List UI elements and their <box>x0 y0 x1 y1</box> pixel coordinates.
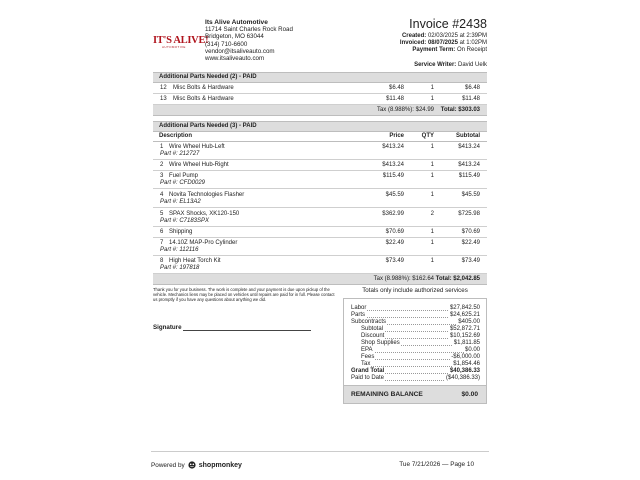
column-headers <box>153 132 487 142</box>
remaining-balance-label: REMAINING BALANCE <box>351 391 423 398</box>
part-number: Part #: EL13A2 <box>160 199 201 205</box>
line-price: $70.69 <box>385 229 404 235</box>
totals-value: ($40,386.33) <box>445 375 480 381</box>
service-writer <box>414 62 487 68</box>
line-subtotal: $11.48 <box>462 96 480 102</box>
line-subtotal: $45.59 <box>461 192 480 198</box>
line-qty: 1 <box>430 173 434 179</box>
line-description: Fuel Pump <box>169 173 199 179</box>
line-price: $22.49 <box>385 240 404 246</box>
shop-email: vendor@itsaliveauto.com <box>205 47 275 55</box>
line-number: 2 <box>160 162 164 168</box>
line-price: $6.48 <box>388 85 404 91</box>
part-number: Part #: 112116 <box>160 247 199 253</box>
line-description: Novita Technologies Flasher <box>169 192 245 198</box>
table-row <box>153 171 487 189</box>
footer-divider <box>151 451 489 452</box>
line-description: Shipping <box>169 229 193 235</box>
totals-row-subcontracts <box>344 319 488 326</box>
line-price: $45.59 <box>385 192 404 198</box>
line-number: 8 <box>160 258 164 264</box>
line-subtotal: $73.49 <box>461 258 480 264</box>
created-label: Created: <box>401 33 427 39</box>
col-price: Price <box>389 133 404 139</box>
service-writer-value: David Uelk <box>457 62 487 68</box>
totals-label: Parts <box>351 312 366 318</box>
line-subtotal: $70.69 <box>461 229 480 235</box>
shopmonkey-logo-icon <box>188 461 196 469</box>
totals-label: Discount <box>361 333 385 339</box>
line-qty: 2 <box>430 211 434 217</box>
parts-section-2 <box>153 121 487 285</box>
totals-label: Labor <box>351 305 367 311</box>
part-number: Part #: 197818 <box>160 265 200 271</box>
section-total: Total: $303.03 <box>440 107 480 113</box>
totals-label: Subcontracts <box>351 319 387 325</box>
remaining-balance-value: $0.00 <box>461 391 478 398</box>
line-description: Wire Wheel Hub-Left <box>169 144 225 150</box>
line-qty: 1 <box>430 240 434 246</box>
col-subtotal: Subtotal <box>456 133 480 139</box>
table-row <box>153 94 487 105</box>
line-number: 5 <box>160 211 164 217</box>
line-qty: 1 <box>430 192 434 198</box>
totals-label: Fees <box>361 354 375 360</box>
invoice-meta <box>400 33 487 55</box>
totals-row-grand-total <box>344 368 488 375</box>
remaining-balance <box>344 385 486 403</box>
line-subtotal: $413.24 <box>458 162 480 168</box>
table-row <box>153 189 487 208</box>
line-subtotal: $725.98 <box>458 211 480 217</box>
totals-box <box>343 298 487 404</box>
totals-row-paid-to-date <box>344 375 488 382</box>
totals-label: Tax <box>361 361 371 367</box>
totals-value: $40,386.33 <box>449 368 480 374</box>
totals-row-discount <box>344 333 488 340</box>
line-description: Misc Bolts & Hardware <box>173 96 234 102</box>
line-number: 7 <box>160 240 164 246</box>
totals-value: $1,811.85 <box>453 340 480 346</box>
line-qty: 1 <box>430 144 434 150</box>
line-description: SPAX Shocks, XK120-150 <box>169 211 240 217</box>
invoiced-date: 08/07/2025 <box>427 40 458 47</box>
service-writer-label: Service Writer: <box>414 62 457 68</box>
totals-value: $405.00 <box>458 319 480 325</box>
totals-row-fees <box>344 354 488 361</box>
line-qty: 1 <box>430 96 434 102</box>
line-number: 3 <box>160 173 164 179</box>
section-tax-total <box>153 105 487 116</box>
line-price: $115.49 <box>382 173 404 179</box>
line-subtotal: $22.49 <box>461 240 480 246</box>
powered-by <box>151 461 242 469</box>
shopmonkey-brand: shopmonkey <box>198 461 242 469</box>
col-qty: QTY <box>421 133 434 139</box>
line-price: $11.48 <box>386 96 404 102</box>
line-number: 1 <box>160 144 164 150</box>
payment-term-value: On Receipt <box>456 47 487 54</box>
line-description: 14.10Z MAP-Pro Cylinder <box>169 240 238 246</box>
totals-row-parts <box>344 312 488 319</box>
table-row <box>153 160 487 171</box>
line-price: $413.24 <box>382 162 404 168</box>
line-qty: 1 <box>430 162 434 168</box>
table-row <box>153 256 487 274</box>
shop-phone: (314) 710-6600 <box>205 40 248 48</box>
line-price: $362.99 <box>382 211 404 217</box>
totals-value: $24,625.21 <box>449 312 480 318</box>
invoice-title: Invoice #2438 <box>409 17 487 31</box>
line-qty: 1 <box>430 258 434 264</box>
line-description: Misc Bolts & Hardware <box>173 85 234 91</box>
totals-row-subtotal <box>344 326 488 333</box>
totals-value: $52,872.71 <box>449 326 480 332</box>
section-tax: Tax (8.988%): $24.99 <box>376 107 434 113</box>
section-total: Total: $2,042.85 <box>435 276 480 282</box>
shop-address-line2: Bridgeton, MO 63044 <box>205 33 264 41</box>
totals-label: Paid to Date <box>351 375 385 381</box>
totals-note: Totals only include authorized services <box>362 287 468 294</box>
powered-by-label: Powered by <box>151 461 185 469</box>
totals-value: $1,854.46 <box>453 361 480 367</box>
totals-label: EPA <box>361 347 373 353</box>
part-number: Part #: C7183SPX <box>160 218 210 224</box>
section-title: Additional Parts Needed (2) - PAID <box>153 72 487 83</box>
line-price: $413.24 <box>382 144 404 150</box>
table-row <box>153 83 487 94</box>
totals-value: $27,842.50 <box>449 305 480 311</box>
parts-section-1 <box>153 72 487 116</box>
shop-logo-subtext: AUTOMOTIVE <box>162 45 186 49</box>
signature-line <box>183 330 311 331</box>
footer-date-page: Tue 7/21/2026 — Page 10 <box>399 461 474 468</box>
line-subtotal: $115.49 <box>458 173 480 179</box>
line-description: High Heat Torch Kit <box>169 258 221 264</box>
line-number: 13 <box>160 96 167 102</box>
line-price: $73.49 <box>385 258 404 264</box>
totals-row-epa <box>344 347 488 354</box>
line-number: 12 <box>160 85 167 91</box>
totals-label: Grand Total <box>351 368 385 374</box>
section-tax: Tax (8.988%): $162.64 <box>373 276 434 282</box>
signature-label: Signature <box>153 324 182 331</box>
line-qty: 1 <box>430 85 434 91</box>
totals-value: $0.00 <box>464 347 480 353</box>
created-value: 02/03/2025 at 2:39PM <box>427 33 487 39</box>
totals-value: -$6,000.00 <box>451 354 480 360</box>
section-tax-total <box>153 274 487 285</box>
payment-term-label: Payment Term: <box>412 47 456 54</box>
section-title: Additional Parts Needed (3) - PAID <box>153 121 487 132</box>
totals-row-tax <box>344 361 488 368</box>
shop-info <box>205 19 293 62</box>
line-subtotal: $413.24 <box>458 144 480 150</box>
shop-logo: IT'S ALIVE! <box>153 35 209 46</box>
totals-label: Shop Supplies <box>361 340 400 346</box>
line-number: 4 <box>160 192 164 198</box>
totals-label: Subtotal <box>361 326 384 332</box>
part-number: Part #: 212727 <box>160 151 200 157</box>
totals-value: $10,152.69 <box>449 333 480 339</box>
totals-row-shop-supplies <box>344 340 488 347</box>
line-qty: 1 <box>430 229 434 235</box>
invoiced-label: Invoiced: <box>399 40 427 47</box>
shop-address-line1: 11714 Saint Charles Rock Road <box>205 26 293 34</box>
line-description: Wire Wheel Hub-Right <box>169 162 229 168</box>
part-number: Part #: CFD0029 <box>160 180 206 186</box>
line-number: 6 <box>160 229 164 235</box>
totals-row-labor <box>344 305 488 312</box>
table-row <box>153 238 487 256</box>
line-subtotal: $6.48 <box>464 85 480 91</box>
table-row <box>153 227 487 238</box>
table-row <box>153 142 487 160</box>
shop-website: www.itsaliveauto.com <box>205 55 265 63</box>
col-description: Description <box>159 133 193 139</box>
shop-name: Its Alive Automotive <box>205 19 268 26</box>
table-row <box>153 208 487 227</box>
invoiced-time: at 1:02PM <box>459 40 487 47</box>
terms-note: Thank you for your business. The work is complete and your payment is due upon pickup of the vehicle. Mechanics liens may be placed on vehicles until repairs are paid for in full. Please contact us promptly if you have any questions about anything we did. <box>153 287 335 303</box>
